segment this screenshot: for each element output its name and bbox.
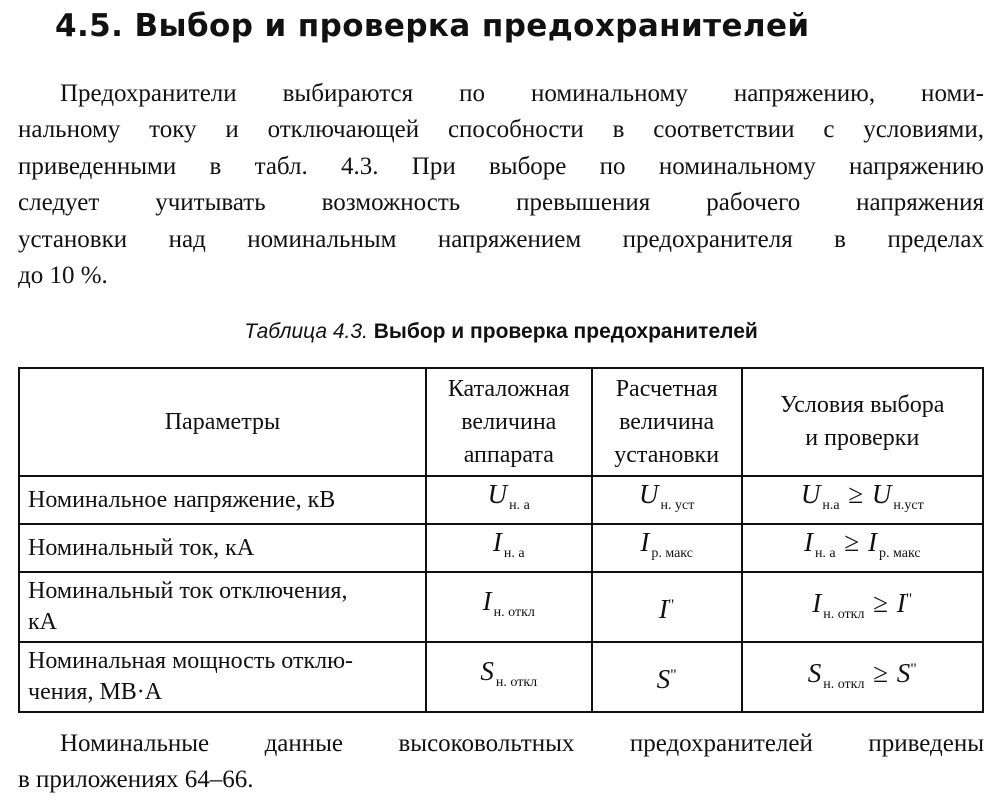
calc-cell: U $_{н. уст}$	[592, 476, 742, 524]
condition-cell: U $_{н.а}$ ≥ U $_{н.уст}$	[742, 476, 983, 524]
intro-line: Предохранители выбираются по номинальному напряжению, номи-	[60, 80, 984, 107]
table-caption-title: Выбор и проверка предохранителей	[373, 320, 758, 343]
table-row	[19, 572, 983, 642]
param-cell: Номинальный ток, кА	[19, 524, 426, 572]
intro-line: нальному току и отключающей способности в соответствии с условиями,	[18, 116, 984, 144]
outro-line: в приложениях 64–66.	[18, 766, 254, 794]
calc-cell: S"	[592, 642, 742, 712]
condition-cell: I $_{н. а}$ ≥ I $_{р. макс}$	[742, 524, 983, 572]
header-calculated-value: Расчетная величина установки	[592, 368, 742, 476]
table-caption-label: Таблица 4.3.	[244, 320, 368, 343]
condition-cell: S $_{н. откл}$ ≥ S"	[742, 642, 983, 712]
outro-paragraph	[18, 726, 984, 799]
header-catalog-value: Каталожная величина аппарата	[426, 368, 592, 476]
condition-cell: I $_{н. откл}$ ≥ I"	[742, 572, 983, 642]
table-row	[19, 524, 983, 572]
table-caption	[0, 320, 1002, 344]
fuse-selection-table	[18, 367, 984, 713]
param-cell: Номинальное напряжение, кВ	[19, 476, 426, 524]
catalog-cell: I $_{н. откл}$	[426, 572, 592, 642]
param-cell: Номинальный ток отключения, кА	[19, 572, 426, 642]
calc-cell: I"	[592, 572, 742, 642]
intro-line: установки над номинальным напряжением предохранителя в пределах	[18, 225, 984, 253]
outro-line: Номинальные данные высоковольтных предохранителей приведены	[60, 730, 984, 757]
catalog-cell: S $_{н. откл}$	[426, 642, 592, 712]
section-title: 4.5. Выбор и проверка предохранителей	[55, 8, 810, 44]
header-conditions: Условия выбора и проверки	[742, 368, 983, 476]
catalog-cell: U $_{н. а}$	[426, 476, 592, 524]
calc-cell: I $_{р. макс}$	[592, 524, 742, 572]
intro-line: следует учитывать возможность превышения рабочего напряжения	[18, 189, 984, 217]
param-cell: Номинальная мощность отклю- чения, МВ·А	[19, 642, 426, 712]
intro-line: приведенными в табл. 4.3. При выборе по номинальному напряжению	[18, 152, 984, 180]
intro-line: до 10 %.	[18, 262, 108, 290]
table-header-row	[19, 368, 983, 476]
catalog-cell: I $_{н. а}$	[426, 524, 592, 572]
table-row	[19, 476, 983, 524]
table-row	[19, 642, 983, 712]
header-parameters: Параметры	[19, 368, 426, 476]
intro-paragraph	[18, 76, 984, 294]
